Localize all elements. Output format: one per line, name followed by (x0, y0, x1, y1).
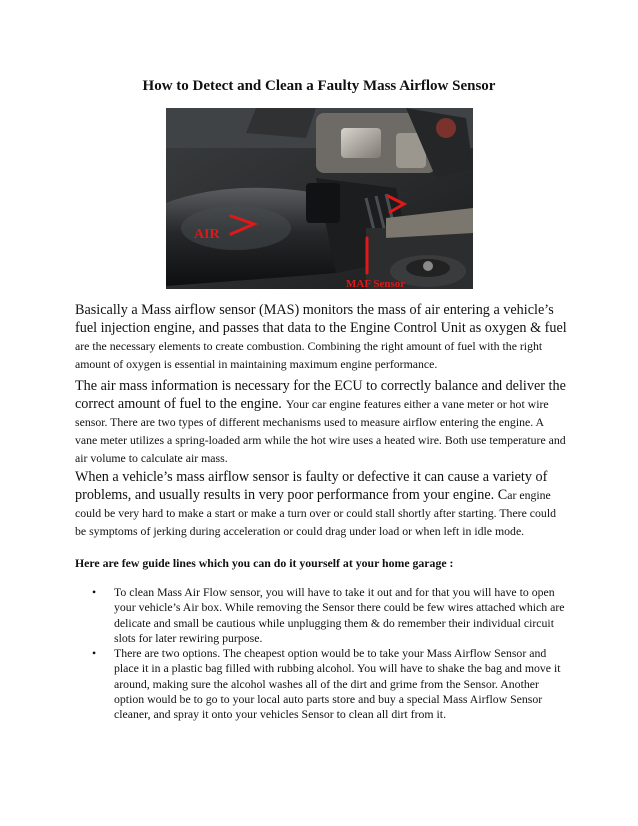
engine-photo-illustration (166, 108, 473, 289)
paragraph-1-lead: Basically a Mass airflow sensor (MAS) monitors the mass of air entering a vehicle’s fuel injection engine, and passes that data to the Engine Control Unit as oxygen & fuel (75, 302, 567, 336)
photo-label-sensor: MAF Sensor (346, 278, 406, 289)
engine-photo (166, 108, 473, 289)
paragraph-3 (75, 468, 567, 540)
list-item (75, 646, 567, 722)
guide-heading: Here are few guide lines which you can do it yourself at your home garage : (75, 556, 454, 570)
document-title: How to Detect and Clean a Faulty Mass Airflow Sensor (142, 78, 496, 94)
list-item-text: There are two options. The cheapest option would be to take your Mass Airflow Sensor and place it in a plastic bag filled with rubbing alcohol. You will have to shake the bag and move it around, making sure the alcohol washes all of the dirt and grime from the Sensor. Another option would be to go to your local auto parts store and buy a special Mass Airflow Sensor cleaner, and spray it onto your vehicles Sensor to clean all dirt from it. (114, 646, 561, 722)
paragraph-2-lead: The air mass information is necessary for the ECU to correctly balance and deliver the correct amount of fuel to the engine. (75, 378, 566, 412)
paragraph-2 (75, 377, 567, 467)
paragraph-3-lead: When a vehicle’s mass airflow sensor is faulty or defective it can cause a variety of problems, and usually results in very poor performance from your engine. C (75, 469, 548, 503)
photo-label-air: AIR (194, 227, 220, 242)
bullet-icon: • (92, 646, 97, 661)
paragraph-2-rest: Your car engine features either a vane meter or hot wire sensor. There are two types of different mechanisms used to measure airflow entering the engine. A vane meter utilizes a spring-loaded arm while the hot wire uses a heated wire. Both use temperature and air volume to calculate air mass. (75, 397, 566, 465)
bullet-icon: • (92, 585, 97, 599)
paragraph-1 (75, 301, 567, 373)
list-item-text: To clean Mass Air Flow sensor, you will have to take it out and for that you will have to open your vehicle’s Air box. While removing the Sensor there could be few wires attached which are delicate and small be cautious while unplugging them & do remember their individual circuit slots for later rewiring purpose. (114, 585, 565, 645)
guide-bullet-list (75, 585, 567, 723)
paragraph-1-rest: are the necessary elements to create combustion. Combining the right amount of fuel with the right amount of oxygen is essential in maintaining maximum engine performance. (75, 339, 543, 371)
list-item (75, 585, 567, 646)
paragraph-3-rest: ar engine could be very hard to make a start or make a turn over or could stall shortly after starting. There could be symptoms of jerking during acceleration or could drag under load or when left in idle mode. (75, 488, 556, 538)
